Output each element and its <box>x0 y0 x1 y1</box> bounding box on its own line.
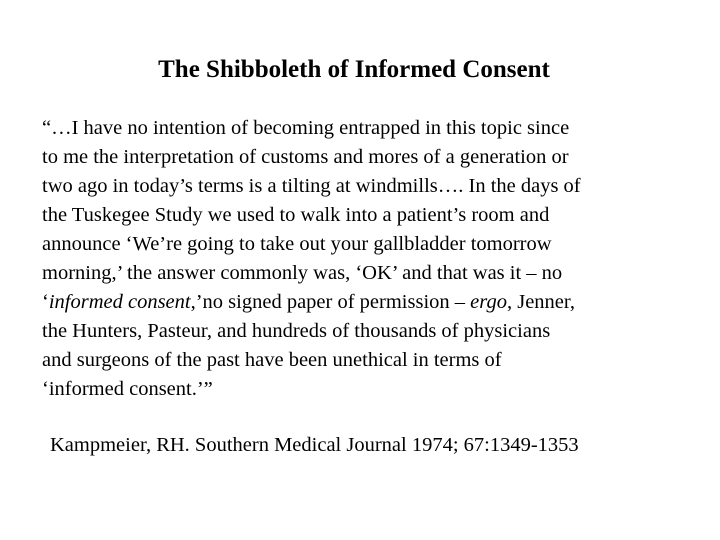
citation: Kampmeier, RH. Southern Medical Journal 1974; 67:1349-1353 <box>50 434 579 456</box>
quote-emphasis: ergo <box>470 291 507 313</box>
quote-line <box>42 201 682 230</box>
quote-text: and surgeons of the past have been unethical in terms of <box>42 349 502 371</box>
slide-title: The Shibboleth of Informed Consent <box>158 56 550 83</box>
quote-text: the Hunters, Pasteur, and hundreds of thousands of physicians <box>42 320 551 342</box>
quote-line <box>42 230 682 259</box>
quote-text: “…I have no intention of becoming entrapped in this topic since <box>42 117 570 139</box>
quote-line <box>42 317 682 346</box>
quote-line <box>42 288 682 317</box>
quote-block <box>42 114 682 404</box>
quote-text: ‘ <box>42 291 49 313</box>
quote-text: morning,’ the answer commonly was, ‘OK’ and that was it – no <box>42 262 563 284</box>
quote-line <box>42 143 682 172</box>
quote-line <box>42 375 682 404</box>
quote-text: announce ‘We’re going to take out your gallbladder tomorrow <box>42 233 552 255</box>
quote-text: ,’no signed paper of permission – <box>190 291 471 313</box>
quote-text: to me the interpretation of customs and mores of a generation or <box>42 146 569 168</box>
quote-text: two ago in today’s terms is a tilting at windmills…. In the days of <box>42 175 581 197</box>
quote-line <box>42 346 682 375</box>
quote-line <box>42 259 682 288</box>
quote-line <box>42 114 682 143</box>
quote-text: the Tuskegee Study we used to walk into a patient’s room and <box>42 204 550 226</box>
quote-emphasis: informed consent <box>48 291 191 313</box>
quote-text: , Jenner, <box>506 291 576 313</box>
quote-line <box>42 172 682 201</box>
quote-text: ‘informed consent.’” <box>42 378 213 400</box>
